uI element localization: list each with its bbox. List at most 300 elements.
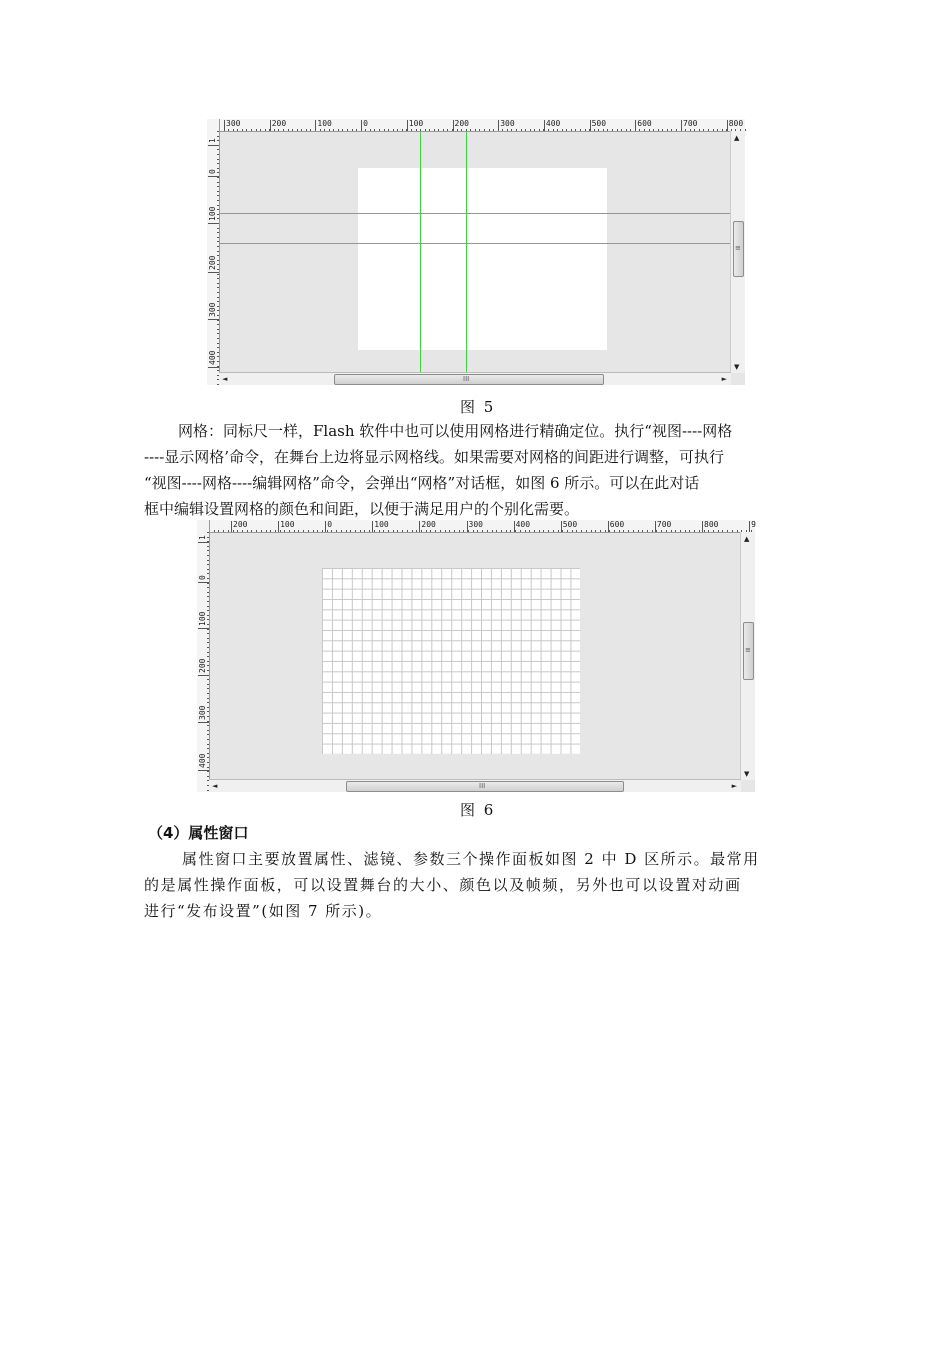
ruler-tick <box>207 601 209 602</box>
ruler-tick <box>600 530 601 532</box>
ruler-tick <box>652 530 653 532</box>
horizontal-guide-line[interactable] <box>219 213 731 214</box>
ruler-major-tick <box>407 120 408 131</box>
ruler-major-tick <box>453 120 454 131</box>
grip-icon: ≡ <box>745 646 751 654</box>
ruler-tick <box>217 329 219 330</box>
ruler-tick <box>507 129 508 131</box>
ruler-tick <box>506 530 507 532</box>
ruler-tick <box>585 129 586 131</box>
ruler-tick <box>217 347 219 348</box>
ruler-label: 0 <box>363 119 368 128</box>
scroll-left-arrow-icon[interactable]: ◄ <box>222 375 228 383</box>
ruler-tick <box>217 310 219 311</box>
ruler-tick <box>280 530 281 532</box>
ruler-tick <box>207 684 209 685</box>
ruler-tick <box>207 734 209 735</box>
ruler-tick <box>336 530 337 532</box>
ruler-label: 100 <box>280 520 295 529</box>
ruler-tick <box>207 564 209 565</box>
ruler-tick <box>360 530 361 532</box>
ruler-major-tick <box>561 521 562 532</box>
ruler-tick <box>525 129 526 131</box>
ruler-tick <box>575 129 576 131</box>
grid-paragraph-line: ----显示网格’命令，在舞台上边将显示网格线。如果需要对网格的间距进行调整，可执行 <box>144 448 725 466</box>
ruler-tick <box>352 129 353 131</box>
ruler-tick <box>374 129 375 131</box>
vertical-ruler <box>197 520 210 792</box>
ruler-tick <box>284 530 285 532</box>
ruler-tick <box>703 129 704 131</box>
ruler-label: 0 <box>208 169 217 174</box>
ruler-tick <box>445 530 446 532</box>
ruler-tick <box>475 129 476 131</box>
ruler-tick <box>217 315 219 316</box>
horizontal-scroll-thumb[interactable] <box>334 374 604 385</box>
ruler-tick <box>388 129 389 131</box>
ruler-tick <box>557 129 558 131</box>
ruler-tick <box>521 129 522 131</box>
vertical-scrollbar[interactable] <box>730 131 745 373</box>
ruler-label: 400 <box>198 753 207 768</box>
ruler-tick <box>623 530 624 532</box>
ruler-major-tick <box>702 521 703 532</box>
ruler-label: 100 <box>374 520 389 529</box>
horizontal-guide-line[interactable] <box>219 243 731 244</box>
scroll-up-arrow-icon[interactable]: ▲ <box>734 134 740 142</box>
ruler-major-tick <box>198 675 209 676</box>
ruler-tick <box>217 241 219 242</box>
ruler-label: 300 <box>198 705 207 720</box>
ruler-tick <box>676 129 677 131</box>
ruler-major-tick <box>315 120 316 131</box>
ruler-tick <box>270 530 271 532</box>
ruler-major-tick <box>208 223 219 224</box>
scroll-left-arrow-icon[interactable]: ◄ <box>212 782 218 790</box>
ruler-tick <box>658 129 659 131</box>
ruler-tick <box>207 702 209 703</box>
ruler-tick <box>217 274 219 275</box>
ruler-tick <box>237 530 238 532</box>
ruler-tick <box>473 530 474 532</box>
ruler-tick <box>510 530 511 532</box>
ruler-label: 500 <box>562 520 578 529</box>
ruler-tick <box>426 530 427 532</box>
ruler-label: 200 <box>233 520 248 529</box>
ruler-tick <box>289 530 290 532</box>
figure-5-caption: 图 5 <box>460 398 496 416</box>
ruler-tick <box>580 129 581 131</box>
ruler-tick <box>459 530 460 532</box>
ruler-tick <box>217 159 219 160</box>
stage <box>358 168 607 350</box>
ruler-tick <box>217 136 219 137</box>
ruler-tick <box>454 530 455 532</box>
grip-icon: III <box>463 375 470 383</box>
ruler-tick <box>217 205 219 206</box>
scroll-down-arrow-icon[interactable]: ▼ <box>734 363 740 371</box>
ruler-tick <box>548 129 549 131</box>
ruler-tick <box>662 129 663 131</box>
ruler-tick <box>297 129 298 131</box>
ruler-label: 800 <box>728 119 744 128</box>
grip-icon: ≡ <box>735 244 741 252</box>
ruler-tick <box>217 324 219 325</box>
ruler-tick <box>671 530 672 532</box>
ruler-tick <box>461 129 462 131</box>
ruler-tick <box>207 698 209 699</box>
ruler-tick <box>341 530 342 532</box>
ruler-tick <box>617 129 618 131</box>
ruler-label: 100 <box>198 611 207 626</box>
ruler-tick <box>207 573 209 574</box>
ruler-tick <box>595 530 596 532</box>
grid-paragraph-line: 框中编辑设置网格的颜色和间距，以便于满足用户的个别化需要。 <box>144 500 580 518</box>
horizontal-scroll-thumb[interactable] <box>346 781 624 792</box>
ruler-tick <box>207 757 209 758</box>
ruler-tick <box>217 154 219 155</box>
ruler-tick <box>402 530 403 532</box>
ruler-tick <box>217 186 219 187</box>
ruler-major-tick <box>325 521 326 532</box>
ruler-tick <box>534 129 535 131</box>
ruler-tick <box>207 665 209 666</box>
ruler-tick <box>217 255 219 256</box>
ruler-tick <box>275 530 276 532</box>
ruler-tick <box>576 530 577 532</box>
ruler-tick <box>207 587 209 588</box>
ruler-tick <box>412 530 413 532</box>
ruler-label: 100 <box>317 119 332 128</box>
ruler-tick <box>207 555 209 556</box>
ruler-tick <box>207 532 209 533</box>
ruler-tick <box>207 647 209 648</box>
ruler-tick <box>402 129 403 131</box>
ruler-tick <box>384 129 385 131</box>
ruler-tick <box>218 530 219 532</box>
ruler-tick <box>449 530 450 532</box>
ruler-tick <box>217 356 219 357</box>
ruler-tick <box>217 191 219 192</box>
ruler-tick <box>207 739 209 740</box>
ruler-tick <box>217 209 219 210</box>
ruler-major-tick <box>198 722 209 723</box>
ruler-tick <box>421 530 422 532</box>
ruler-tick <box>207 693 209 694</box>
ruler-tick <box>594 129 595 131</box>
ruler-tick <box>303 530 304 532</box>
ruler-tick <box>217 140 219 141</box>
vertical-scrollbar[interactable] <box>740 532 755 780</box>
ruler-tick <box>379 530 380 532</box>
ruler-tick <box>207 707 209 708</box>
ruler-tick <box>207 753 209 754</box>
ruler-major-tick <box>198 770 209 771</box>
ruler-tick <box>633 530 634 532</box>
ruler-tick <box>365 129 366 131</box>
scroll-right-arrow-icon[interactable]: ► <box>731 782 737 790</box>
ruler-tick <box>567 530 568 532</box>
ruler-label: 600 <box>609 520 625 529</box>
ruler-tick <box>566 129 567 131</box>
ruler-tick <box>666 530 667 532</box>
ruler-tick <box>207 670 209 671</box>
ruler-tick <box>397 530 398 532</box>
ruler-label: 100 <box>408 119 424 128</box>
ruler-tick <box>207 624 209 625</box>
ruler-tick <box>562 129 563 131</box>
ruler-tick <box>207 688 209 689</box>
ruler-tick <box>529 530 530 532</box>
ruler-tick <box>217 131 219 132</box>
ruler-tick <box>331 530 332 532</box>
ruler-tick <box>217 320 219 321</box>
figure-5-screenshot <box>207 119 745 385</box>
ruler-tick <box>383 530 384 532</box>
ruler-tick <box>598 129 599 131</box>
ruler-major-tick <box>208 367 219 368</box>
ruler-tick <box>416 530 417 532</box>
ruler-tick <box>350 530 351 532</box>
ruler-tick <box>251 530 252 532</box>
ruler-tick <box>217 232 219 233</box>
ruler-tick <box>463 530 464 532</box>
ruler-tick <box>397 129 398 131</box>
ruler-tick <box>217 370 219 371</box>
ruler-tick <box>217 361 219 362</box>
ruler-tick <box>207 578 209 579</box>
ruler-tick <box>217 333 219 334</box>
ruler-tick <box>217 283 219 284</box>
ruler-label: 9 <box>751 520 756 529</box>
ruler-tick <box>207 633 209 634</box>
ruler-tick <box>217 251 219 252</box>
ruler-label: 400 <box>545 119 561 128</box>
ruler-tick <box>217 163 219 164</box>
ruler-tick <box>479 129 480 131</box>
ruler-tick <box>626 129 627 131</box>
section-paragraph-line: 进行“发布设置”(如图 7 所示)。 <box>144 902 383 920</box>
ruler-tick <box>571 129 572 131</box>
ruler-tick <box>591 530 592 532</box>
ruler-tick <box>685 129 686 131</box>
ruler-tick <box>217 343 219 344</box>
ruler-tick <box>649 129 650 131</box>
ruler-tick <box>346 530 347 532</box>
ruler-label: 200 <box>421 520 436 529</box>
ruler-tick <box>435 530 436 532</box>
ruler-tick <box>511 129 512 131</box>
ruler-tick <box>434 129 435 131</box>
ruler-label: 400 <box>515 520 531 529</box>
ruler-tick <box>217 177 219 178</box>
ruler-tick <box>207 537 209 538</box>
ruler-tick <box>329 129 330 131</box>
ruler-tick <box>217 237 219 238</box>
ruler-label: 300 <box>208 302 217 317</box>
ruler-label: 1 <box>198 535 207 540</box>
ruler-tick <box>207 596 209 597</box>
ruler-tick <box>553 530 554 532</box>
ruler-major-tick <box>749 521 750 532</box>
ruler-major-tick <box>361 120 362 131</box>
ruler-major-tick <box>208 176 219 177</box>
ruler-tick <box>288 129 289 131</box>
ruler-tick <box>207 661 209 662</box>
ruler-tick <box>379 129 380 131</box>
ruler-tick <box>242 530 243 532</box>
ruler-tick <box>411 129 412 131</box>
ruler-tick <box>298 530 299 532</box>
ruler-tick <box>493 129 494 131</box>
section-paragraph-line: 属性窗口主要放置属性、滤镜、参数三个操作面板如图 2 中 D 区所示。最常用 <box>182 850 760 868</box>
horizontal-scrollbar[interactable] <box>209 779 741 792</box>
ruler-tick <box>217 338 219 339</box>
ruler-tick <box>647 530 648 532</box>
ruler-tick <box>207 546 209 547</box>
ruler-tick <box>207 569 209 570</box>
vertical-scroll-thumb[interactable] <box>743 622 754 680</box>
ruler-tick <box>333 129 334 131</box>
ruler-tick <box>217 228 219 229</box>
ruler-tick <box>217 182 219 183</box>
ruler-label: 200 <box>271 119 287 128</box>
ruler-tick <box>207 606 209 607</box>
ruler-tick <box>217 246 219 247</box>
ruler-tick <box>338 129 339 131</box>
vertical-guide-line[interactable] <box>420 131 421 373</box>
ruler-tick <box>207 725 209 726</box>
ruler-tick <box>246 129 247 131</box>
ruler-tick <box>667 129 668 131</box>
ruler-tick <box>525 530 526 532</box>
ruler-major-tick <box>208 145 219 146</box>
ruler-tick <box>492 530 493 532</box>
ruler-tick <box>207 762 209 763</box>
ruler-tick <box>217 292 219 293</box>
ruler-tick <box>621 129 622 131</box>
ruler-label: 400 <box>208 350 217 365</box>
ruler-major-tick <box>208 272 219 273</box>
ruler-tick <box>207 583 209 584</box>
ruler-tick <box>313 530 314 532</box>
ruler-major-tick <box>498 120 499 131</box>
horizontal-ruler <box>197 520 755 533</box>
ruler-label: 700 <box>656 520 672 529</box>
ruler-major-tick <box>208 319 219 320</box>
scroll-down-arrow-icon[interactable]: ▼ <box>744 770 750 778</box>
ruler-tick <box>612 129 613 131</box>
ruler-major-tick <box>655 521 656 532</box>
ruler-tick <box>207 642 209 643</box>
ruler-tick <box>369 530 370 532</box>
ruler-tick <box>274 129 275 131</box>
ruler-tick <box>671 129 672 131</box>
figure-6-screenshot <box>197 520 755 792</box>
ruler-major-tick <box>372 521 373 532</box>
scroll-up-arrow-icon[interactable]: ▲ <box>744 535 750 543</box>
ruler-tick <box>501 530 502 532</box>
ruler-tick <box>308 530 309 532</box>
ruler-major-tick <box>727 120 728 131</box>
ruler-tick <box>689 530 690 532</box>
ruler-tick <box>207 748 209 749</box>
ruler-tick <box>207 776 209 777</box>
ruler-tick <box>694 530 695 532</box>
ruler-tick <box>207 560 209 561</box>
ruler-tick <box>694 129 695 131</box>
ruler-tick <box>548 530 549 532</box>
ruler-tick <box>310 129 311 131</box>
ruler-tick <box>438 129 439 131</box>
ruler-tick <box>364 530 365 532</box>
ruler-major-tick <box>681 120 682 131</box>
ruler-major-tick <box>198 628 209 629</box>
ruler-label: 200 <box>208 255 217 270</box>
ruler-tick <box>370 129 371 131</box>
ruler-major-tick <box>419 521 420 532</box>
ruler-tick <box>530 129 531 131</box>
ruler-tick <box>644 129 645 131</box>
ruler-tick <box>704 530 705 532</box>
ruler-tick <box>207 615 209 616</box>
ruler-tick <box>217 200 219 201</box>
ruler-label: 100 <box>208 206 217 221</box>
ruler-tick <box>653 129 654 131</box>
vertical-guide-line[interactable] <box>466 131 467 373</box>
ruler-tick <box>685 530 686 532</box>
ruler-tick <box>342 129 343 131</box>
ruler-label: 300 <box>226 119 241 128</box>
ruler-tick <box>690 129 691 131</box>
section-heading: （4）属性窗口 <box>148 824 249 842</box>
ruler-tick <box>233 530 234 532</box>
ruler-major-tick <box>608 521 609 532</box>
ruler-tick <box>675 530 676 532</box>
ruler-tick <box>708 530 709 532</box>
ruler-tick <box>619 530 620 532</box>
ruler-tick <box>217 269 219 270</box>
ruler-tick <box>502 129 503 131</box>
vertical-scroll-thumb[interactable] <box>733 221 744 277</box>
ruler-tick <box>516 129 517 131</box>
ruler-tick <box>317 530 318 532</box>
ruler-tick <box>228 129 229 131</box>
ruler-label: 0 <box>327 520 333 529</box>
ruler-tick <box>256 530 257 532</box>
ruler-tick <box>447 129 448 131</box>
ruler-tick <box>374 530 375 532</box>
ruler-tick <box>223 530 224 532</box>
ruler-tick <box>484 129 485 131</box>
ruler-tick <box>207 767 209 768</box>
ruler-tick <box>553 129 554 131</box>
ruler-tick <box>425 129 426 131</box>
scroll-right-arrow-icon[interactable]: ► <box>721 375 727 383</box>
ruler-tick <box>207 550 209 551</box>
ruler-tick <box>699 530 700 532</box>
ruler-major-tick <box>270 120 271 131</box>
ruler-tick <box>630 129 631 131</box>
ruler-tick <box>639 129 640 131</box>
ruler-tick <box>207 592 209 593</box>
horizontal-scrollbar[interactable] <box>219 372 731 385</box>
ruler-tick <box>489 129 490 131</box>
ruler-major-tick <box>590 120 591 131</box>
ruler-tick <box>294 530 295 532</box>
vertical-ruler <box>207 119 220 385</box>
ruler-tick <box>727 530 728 532</box>
